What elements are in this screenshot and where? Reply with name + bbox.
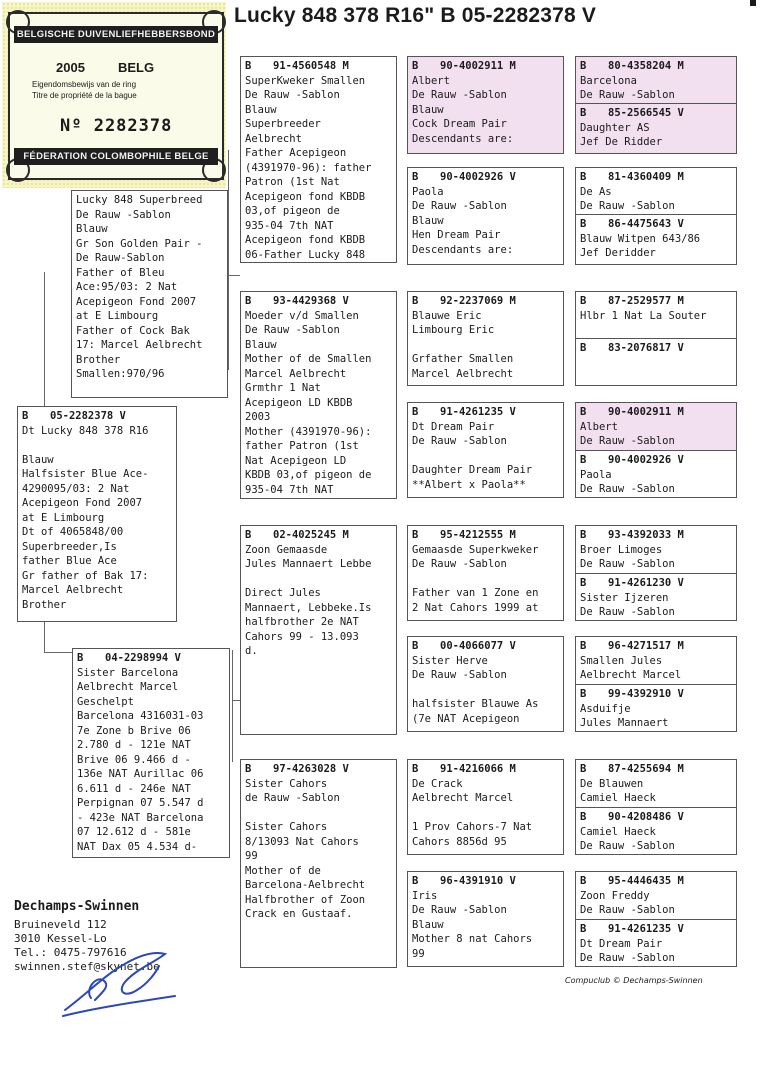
text-line: De Rauw -Sablon <box>580 606 675 618</box>
text-line: De Rauw -Sablon <box>580 89 675 101</box>
text-line: Jef De Ridder <box>580 136 663 148</box>
text-line: 1 Prov Cahors-7 Nat <box>412 821 533 833</box>
ring-header: B 97-4263028 V <box>245 763 349 775</box>
certificate-year: 2005 <box>56 60 85 75</box>
text-line: Broer Limoges <box>580 543 663 556</box>
text-line: Hlbr 1 Nat La Souter <box>580 309 707 322</box>
ring-header: B 93-4392033 M <box>580 529 684 541</box>
connector-line <box>44 622 45 652</box>
pedigree-pair-gen3 <box>575 291 737 386</box>
ring-header: B 91-4261235 V <box>412 406 516 418</box>
pedigree-box-gen2 <box>407 871 564 967</box>
text-line: De Rauw -Sablon <box>580 200 675 212</box>
pedigree-box-gen2 <box>407 402 564 498</box>
owner-street: Bruineveld 112 <box>14 918 107 931</box>
text-line: Mother (4391970-96): <box>245 425 372 438</box>
text-line: Sister Ijzeren <box>580 591 669 604</box>
text-line: Hen Dream Pair <box>412 229 501 241</box>
text-line <box>412 683 559 698</box>
text-line: Aelbrecht Marcel <box>412 792 514 804</box>
text-line: De Blauwen <box>580 777 644 790</box>
text-line: 2.780 d - 121e NAT <box>77 739 191 751</box>
text-line: father Blue Ace <box>22 555 117 567</box>
ring-header: B 00-4066077 V <box>412 640 516 652</box>
text-line: at E Limbourg <box>22 511 105 524</box>
ring-header: B 86-4475643 V <box>580 218 684 230</box>
text-line: Paola <box>580 468 612 481</box>
dam-box <box>72 648 230 858</box>
text-line: at E Limbourg <box>76 310 159 322</box>
text-line: Blauwe Eric <box>412 309 482 322</box>
text-line: Blauw <box>22 453 54 466</box>
text-line: d. <box>245 645 258 657</box>
subject-description <box>71 190 228 398</box>
text-line: Perpignan 07 5.547 d <box>77 797 204 809</box>
text-line: Descendants are: <box>412 243 514 256</box>
text-line: Descendants are: <box>412 132 514 145</box>
ring-header: B 93-4429368 V <box>245 295 349 307</box>
connector-line <box>44 272 45 408</box>
text-line: Camiel Haeck <box>580 792 656 804</box>
text-line: 99 <box>245 850 258 862</box>
text-line: Blauw <box>412 918 444 931</box>
ring-header: B 81-4360409 M <box>580 171 684 183</box>
text-line: De Rauw -Sablon <box>76 208 171 221</box>
pedigree-box-gen3-dam <box>576 573 736 621</box>
text-line: halfsister Blauwe As <box>412 698 539 710</box>
ring-header: B 02-4025245 M <box>245 529 349 541</box>
pedigree-pair-gen3 <box>575 871 737 967</box>
text-line: Sister Cahors <box>245 821 328 833</box>
text-line: 06-Father Lucky 848 <box>245 248 366 261</box>
text-line: 99 <box>412 947 425 960</box>
text-line: Albert <box>580 420 618 433</box>
text-line: SuperKweker Smallen <box>245 74 366 87</box>
text-line: Daughter AS <box>580 121 650 134</box>
text-line: Smallen:970/96 <box>76 368 165 380</box>
pedigree-box-gen3-dam <box>576 450 736 498</box>
owner-email[interactable]: swinnen.stef@skynet.be <box>14 960 160 973</box>
certificate-top-banner: BELGISCHE DUIVENLIEFHEBBERSBOND <box>14 26 218 43</box>
pedigree-box-gen3-sire <box>576 872 736 920</box>
text-line: - 423e NAT Barcelona <box>77 811 204 824</box>
text-line: Barcelona <box>580 74 637 87</box>
ring-header: B 90-4002926 V <box>412 171 516 183</box>
pedigree-box-gen3-sire <box>576 57 736 105</box>
text-line <box>22 438 172 453</box>
text-line: Acepigeon Fond 2007 <box>22 497 143 509</box>
text-line: Acepigeon Fond 2007 <box>76 295 197 308</box>
owner-phone: Tel.: 0475-797616 <box>14 946 127 959</box>
text-line: Mother of de Smallen <box>245 353 372 365</box>
text-line: Blauw <box>245 338 277 351</box>
pedigree-pair-gen3 <box>575 636 737 732</box>
text-line: 136e NAT Aurillac 06 <box>77 768 204 780</box>
ring-header: B 87-4255694 M <box>580 763 684 775</box>
subject-pigeon-box <box>17 406 177 622</box>
pedigree-box-gen3-dam <box>576 338 736 358</box>
text-line: Cahors 8856d 95 <box>412 835 507 848</box>
text-line: Mother of de <box>245 864 321 877</box>
text-line: de Rauw -Sablon <box>245 792 340 804</box>
ring-header: B 90-4002911 M <box>412 60 516 72</box>
text-line: Asduifje <box>580 702 631 715</box>
pedigree-box-gen2 <box>407 759 564 855</box>
text-line: KBDB 03,of pigeon de <box>245 469 372 481</box>
text-line: Cock Dream Pair <box>412 118 507 130</box>
pedigree-box-gen2 <box>407 525 564 621</box>
text-line: Albert <box>412 74 450 87</box>
text-line: Nat Acepigeon LD <box>245 454 347 467</box>
text-line: Mannaert, Lebbeke.Is <box>245 601 372 614</box>
ring-header: B 95-4446435 M <box>580 875 684 887</box>
text-line: Father of Cock Bak <box>76 324 190 337</box>
text-line <box>412 572 559 587</box>
text-line: Daughter Dream Pair <box>412 464 533 476</box>
text-line: Halfbrother of Zoon <box>245 893 366 906</box>
text-line: De Rauw -Sablon <box>580 435 675 447</box>
pedigree-pair-gen3 <box>575 525 737 621</box>
ring-header: B 95-4212555 M <box>412 529 516 541</box>
corner-mark <box>750 0 756 6</box>
pedigree-pair-gen3 <box>575 759 737 855</box>
text-line: Iris <box>412 889 438 902</box>
text-line: De Rauw -Sablon <box>580 558 675 570</box>
text-line: father Patron (1st <box>245 440 359 452</box>
text-line <box>245 572 392 587</box>
certificate-country: BELG <box>118 60 155 75</box>
text-line: 2 Nat Cahors 1999 at <box>412 601 539 614</box>
text-line: 07 12.612 d - 581e <box>77 826 191 838</box>
pedigree-pair-gen3 <box>575 402 737 498</box>
text-line: Blauw <box>76 223 108 235</box>
text-line: Smallen Jules <box>580 654 663 667</box>
connector-line <box>232 700 240 701</box>
text-line: Patron (1st Nat <box>245 176 340 188</box>
ring-header: B 99-4392910 V <box>580 688 684 700</box>
pedigree-box-gen2 <box>407 56 564 154</box>
text-line: Blauw <box>245 103 277 116</box>
pedigree-pair-gen3 <box>575 56 737 154</box>
text-line: 03,of pigeon de <box>245 205 340 217</box>
certificate-number: Nº 2282378 <box>60 116 173 136</box>
text-line: Acepigeon fond KBDB <box>245 234 366 246</box>
text-line: Camiel Haeck <box>580 825 656 838</box>
text-line: Sister Cahors <box>245 777 328 790</box>
text-line: De Rauw-Sablon <box>76 252 165 264</box>
text-line: Brive 06 9.466 d - <box>77 753 191 766</box>
text-line: 6.611 d - 246e NAT <box>77 782 191 795</box>
connector-line <box>228 150 229 370</box>
text-line: De Rauw -Sablon <box>580 952 675 964</box>
text-line: Father Acepigeon <box>245 147 347 159</box>
text-line: Aelbrecht Marcel <box>580 669 682 681</box>
ring-header: B 91-4261235 V <box>580 923 684 935</box>
text-line: Marcel Aelbrecht <box>22 584 124 596</box>
pedigree-box-gen3-dam <box>576 214 736 263</box>
pedigree-box-gen3-sire <box>576 403 736 451</box>
text-line: De Crack <box>412 777 463 790</box>
pedigree-box-gen3-dam <box>576 919 736 967</box>
text-line: Sister Herve <box>412 654 488 667</box>
text-line: Brother <box>76 353 121 366</box>
text-line: Acepigeon fond KBDB <box>245 190 366 203</box>
text-line: Marcel Aelbrecht <box>245 367 347 380</box>
ring-header: B 91-4216066 M <box>412 763 516 775</box>
ring-header: B 87-2529577 M <box>580 295 684 307</box>
text-line: De Rauw -Sablon <box>245 89 340 101</box>
connector-line <box>232 650 233 762</box>
text-line: Jules Mannaert <box>580 717 669 729</box>
text-line: Dt Lucky 848 378 R16 <box>22 424 149 437</box>
text-line: Ace:95/03: 2 Nat <box>76 281 178 293</box>
pedigree-box-gen3-sire <box>576 526 736 574</box>
pedigree-pair-gen3 <box>575 167 737 265</box>
text-line: Paola <box>412 185 444 198</box>
text-line: Father van 1 Zone en <box>412 587 539 599</box>
text-line: Zoon Freddy <box>580 889 650 902</box>
text-line: 17: Marcel Aelbrecht <box>76 339 203 351</box>
text-line: Jef Deridder <box>580 247 656 259</box>
pedigree-box-gen1 <box>240 525 397 735</box>
owner-name: Dechamps-Swinnen <box>14 899 140 914</box>
text-line: Superbreeder <box>245 118 321 130</box>
ring-header: B 83-2076817 V <box>580 342 684 354</box>
text-line: Moeder v/d Smallen <box>245 309 359 322</box>
page-title: Lucky 848 378 R16" B 05-2282378 V <box>234 4 597 27</box>
text-line: Gemaasde Superkweker <box>412 543 539 556</box>
credit-text: Compuclub © Dechamps-Swinnen <box>565 976 703 985</box>
pedigree-box-gen3-sire <box>576 637 736 685</box>
text-line: Brother <box>22 598 67 611</box>
text-line: **Albert x Paola** <box>412 478 526 491</box>
text-line: Barcelona-Aelbrecht <box>245 879 366 891</box>
certificate-line-2: Titre de propriété de la bague <box>32 91 137 100</box>
text-line: Grfather Smallen <box>412 353 514 365</box>
text-line: De Rauw -Sablon <box>412 89 507 101</box>
text-line: Marcel Aelbrecht <box>412 367 514 380</box>
text-line: Superbreeder,Is <box>22 540 117 553</box>
pedigree-box-gen2 <box>407 167 564 265</box>
text-line <box>412 806 559 821</box>
text-line: 2003 <box>245 411 271 423</box>
pedigree-box-gen1 <box>240 56 397 263</box>
text-line: De Rauw -Sablon <box>412 435 507 447</box>
text-line <box>245 806 392 821</box>
pedigree-box-gen3-sire <box>576 292 736 325</box>
text-line: Sister Barcelona <box>77 666 179 679</box>
text-line: Grmthr 1 Nat <box>245 382 321 394</box>
text-line: Lucky 848 Superbreed <box>76 194 203 206</box>
connector-line <box>228 275 240 276</box>
text-line: Geschelpt <box>77 695 134 708</box>
text-line: NAT Dax 05 4.534 d- <box>77 840 198 853</box>
signature-icon <box>55 940 185 1020</box>
text-line: (4391970-96): father <box>245 161 372 174</box>
ring-header: B 90-4002926 V <box>580 454 684 466</box>
text-line: Zoon Gemaasde <box>245 543 328 556</box>
text-line: De Rauw -Sablon <box>412 558 507 570</box>
text-line: 935-04 7th NAT <box>245 483 334 496</box>
text-line: Mother 8 nat Cahors <box>412 933 533 945</box>
pedigree-box-gen2 <box>407 291 564 386</box>
text-line: halfbrother 2e NAT <box>245 616 359 628</box>
pedigree-box-gen3-sire <box>576 168 736 216</box>
ring-header: B 91-4560548 M <box>245 60 349 72</box>
ring-certificate <box>2 2 226 188</box>
text-line: Direct Jules <box>245 587 321 599</box>
pedigree-box-gen3-dam <box>576 807 736 855</box>
ring-header: B 80-4358204 M <box>580 60 684 72</box>
text-line: 4290095/03: 2 Nat <box>22 482 130 495</box>
text-line: Dt Dream Pair <box>580 937 663 950</box>
text-line: De Rauw -Sablon <box>412 904 507 916</box>
pedigree-box-gen3-dam <box>576 103 736 152</box>
text-line: Halfsister Blue Ace- <box>22 468 149 480</box>
text-line: De Rauw -Sablon <box>412 669 507 681</box>
ring-header: B 04-2298994 V <box>77 652 181 664</box>
text-line: Jules Mannaert Lebbe <box>245 558 372 570</box>
text-line: Father of Bleu <box>76 266 165 279</box>
ring-header: B 85-2566545 V <box>580 107 684 119</box>
pedigree-box-gen2 <box>407 636 564 732</box>
text-line: 935-04 7th NAT <box>245 219 334 232</box>
certificate-frame <box>8 12 224 180</box>
text-line: Cahors 99 - 13.093 <box>245 630 359 643</box>
text-line: 8/13093 Nat Cahors <box>245 835 359 848</box>
ring-header: B 05-2282378 V <box>22 410 126 422</box>
text-line: Blauw Witpen 643/86 <box>580 232 701 245</box>
ring-header: B 96-4391910 V <box>412 875 516 887</box>
text-line: De Rauw -Sablon <box>412 200 507 212</box>
text-line: 7e Zone b Brive 06 <box>77 724 191 737</box>
text-line <box>412 449 559 464</box>
pedigree-box-gen3-dam <box>576 684 736 732</box>
text-line: Acepigeon LD KBDB <box>245 396 353 409</box>
text-line: (7e NAT Acepigeon <box>412 712 520 725</box>
text-line: De Rauw -Sablon <box>580 483 675 495</box>
text-line: Dt of 4065848/00 <box>22 526 124 538</box>
text-line: De As <box>580 185 612 198</box>
text-line: Crack en Gustaaf. <box>245 908 353 920</box>
certificate-line-1: Eigendomsbewijs van de ring <box>32 80 137 89</box>
ring-header: B 91-4261230 V <box>580 577 684 589</box>
text-line: Aelbrecht Marcel <box>77 681 179 693</box>
pedigree-box-gen1 <box>240 759 397 968</box>
ring-header: B 90-4208486 V <box>580 811 684 823</box>
ring-header: B 96-4271517 M <box>580 640 684 652</box>
text-line: Limbourg Eric <box>412 324 495 336</box>
text-line: Blauw <box>412 214 444 227</box>
text-line: Blauw <box>412 103 444 116</box>
text-line: Dt Dream Pair <box>412 420 495 433</box>
text-line: De Rauw -Sablon <box>245 324 340 336</box>
pedigree-box-gen3-sire <box>576 760 736 808</box>
pedigree-box-gen1 <box>240 291 397 499</box>
text-line: Gr Son Golden Pair - <box>76 237 203 250</box>
text-line: Aelbrecht <box>245 132 302 145</box>
text-line: De Rauw -Sablon <box>580 904 675 916</box>
ring-header: B 90-4002911 M <box>580 406 684 418</box>
text-line <box>412 338 559 353</box>
certificate-bottom-banner: FÉDERATION COLOMBOPHILE BELGE <box>14 148 218 165</box>
owner-city: 3010 Kessel-Lo <box>14 932 107 945</box>
text-line: De Rauw -Sablon <box>580 840 675 852</box>
text-line: Gr father of Bak 17: <box>22 569 149 582</box>
text-line: Barcelona 4316031-03 <box>77 710 204 722</box>
ring-header: B 92-2237069 M <box>412 295 516 307</box>
connector-line <box>44 652 72 653</box>
